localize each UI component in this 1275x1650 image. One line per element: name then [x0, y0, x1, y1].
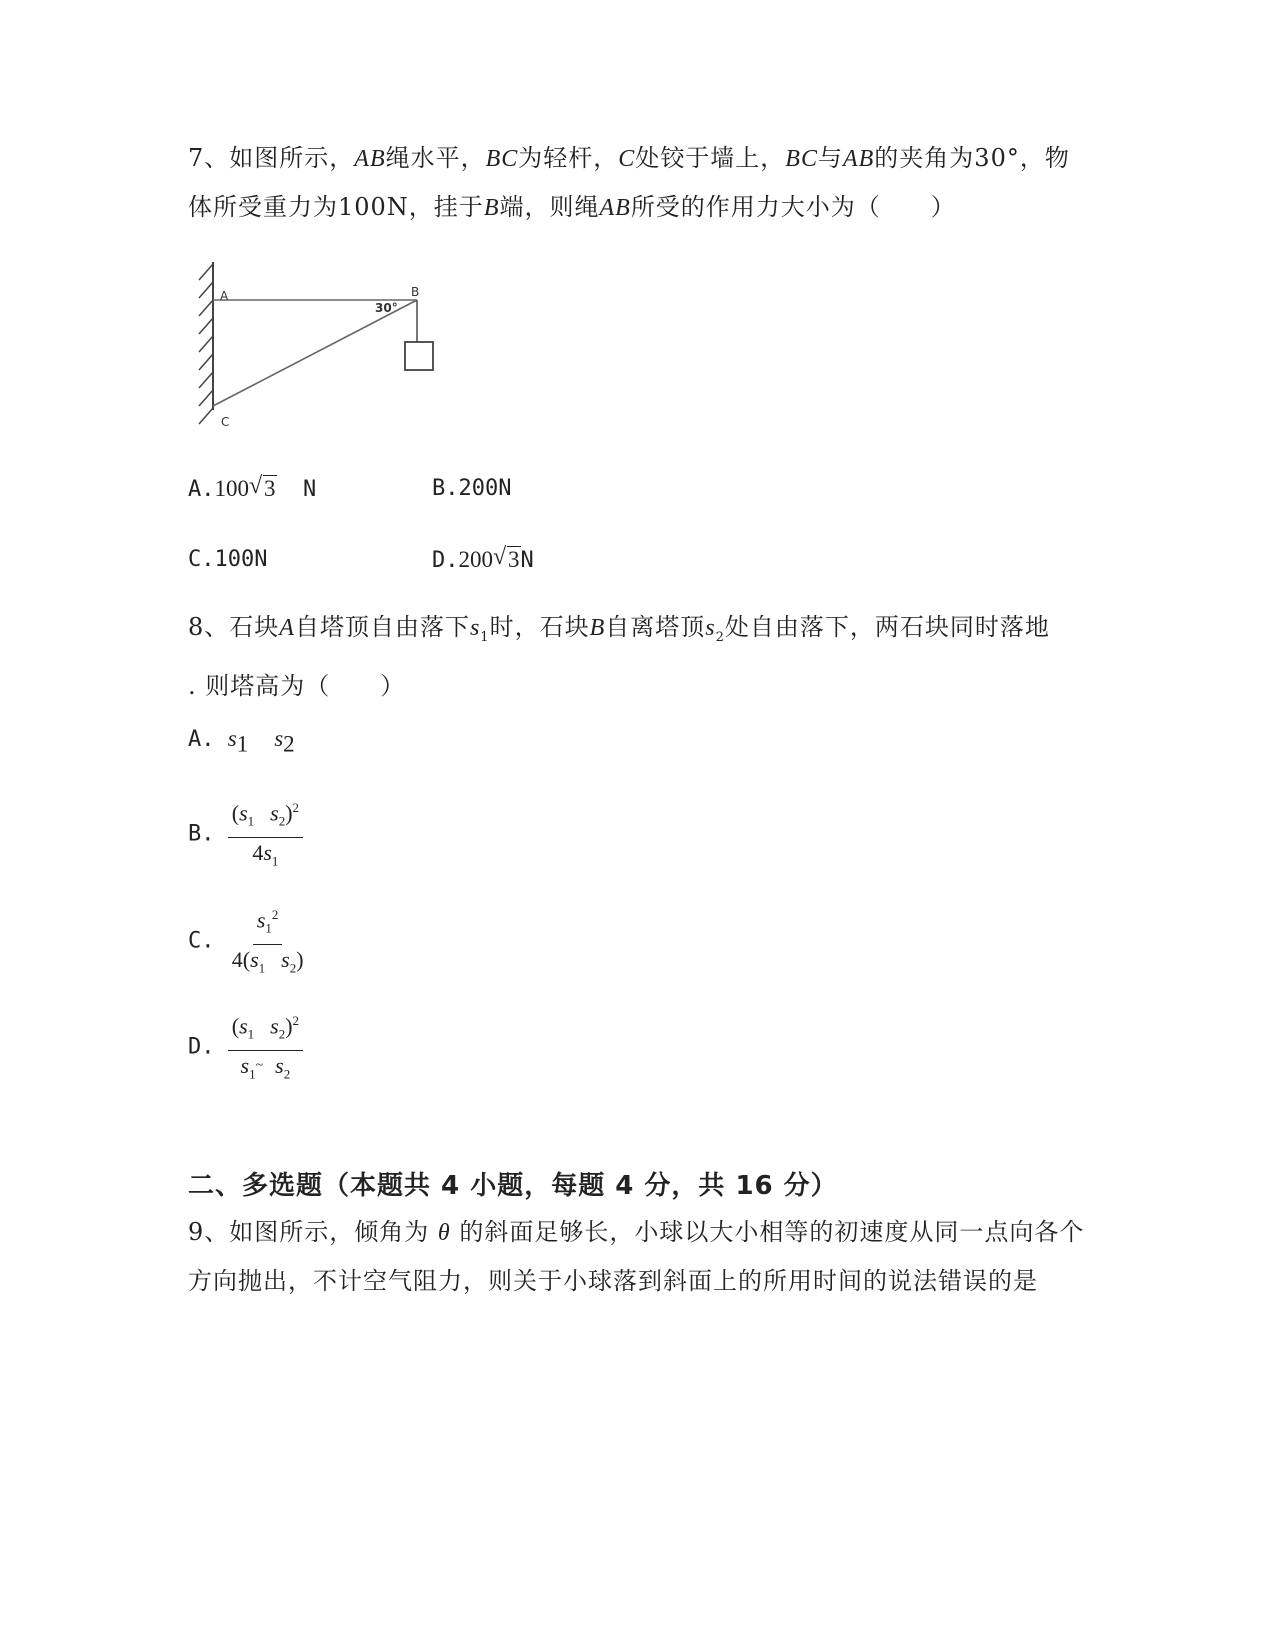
angle-label: 30°: [375, 301, 398, 315]
rod-bc: [213, 300, 417, 406]
section-2-heading: 二、多选题（本题共 4 小题，每题 4 分，共 16 分）: [188, 1171, 838, 1201]
fraction: $\frac{s_1^2}{4(s_1 s_2)}$: [228, 902, 308, 981]
question-9-line-2: 方向抛出，不计空气阻力，则关于小球落到斜面上的所用时间的说法错误的是: [188, 1267, 1038, 1295]
question-8-text: [188, 603, 1088, 710]
question-8-line-1: 8、石块A自塔顶自由落下$s_1$时，石块B自离塔顶$s_2$处自由落下，两石块同时落地: [188, 613, 1050, 645]
q7-option-b: B.200N: [432, 476, 512, 501]
fraction: $\frac{(s_1 s_2)^2}{s_1^\sim s_2}$: [228, 1008, 303, 1087]
question-9-text: [188, 1208, 1088, 1305]
q7-option-a: A.100 √ 3 N: [188, 473, 317, 502]
q7-option-c: C.100N: [188, 547, 268, 572]
fraction: $\frac{(s_1 s_2)^2}{4s_1}$: [228, 795, 303, 874]
q8-option-c: C. $\frac{s_1^2}{4(s_1 s_2)}$: [188, 902, 308, 981]
weight-block: [405, 342, 433, 370]
label-a: A: [220, 289, 229, 303]
q7-option-d: D.200 √ 3N: [432, 544, 534, 573]
label-b: B: [411, 285, 420, 299]
wall-hatching: [199, 264, 213, 424]
sqrt-symbol: √ 3: [493, 544, 520, 572]
question-8-line-2: . 则塔高为（ ）: [188, 671, 406, 700]
q8-option-b: B. $\frac{(s_1 s_2)^2}{4s_1}$: [188, 795, 303, 874]
q8-option-a: A. $s_1$ $s_2$: [188, 726, 295, 757]
question-7-line-1: 7、如图所示，AB绳水平，BC为轻杆，C处铰于墙上，BC与AB的夹角为30°，物: [188, 144, 1070, 172]
sqrt-symbol: √ 3: [249, 473, 276, 501]
label-c: C: [221, 415, 230, 429]
question-7-text: [188, 134, 1088, 232]
question-7-diagram: [195, 262, 455, 442]
question-9-line-1: 9、如图所示，倾角为 θ 的斜面足够长，小球以大小相等的初速度从同一点向各个: [188, 1218, 1085, 1246]
q8-option-d: D. $\frac{(s_1 s_2)^2}{s_1^\sim s_2}$: [188, 1008, 303, 1087]
question-7-line-2: 体所受重力为100N，挂于B端，则绳AB所受的作用力大小为（ ）: [188, 193, 956, 221]
